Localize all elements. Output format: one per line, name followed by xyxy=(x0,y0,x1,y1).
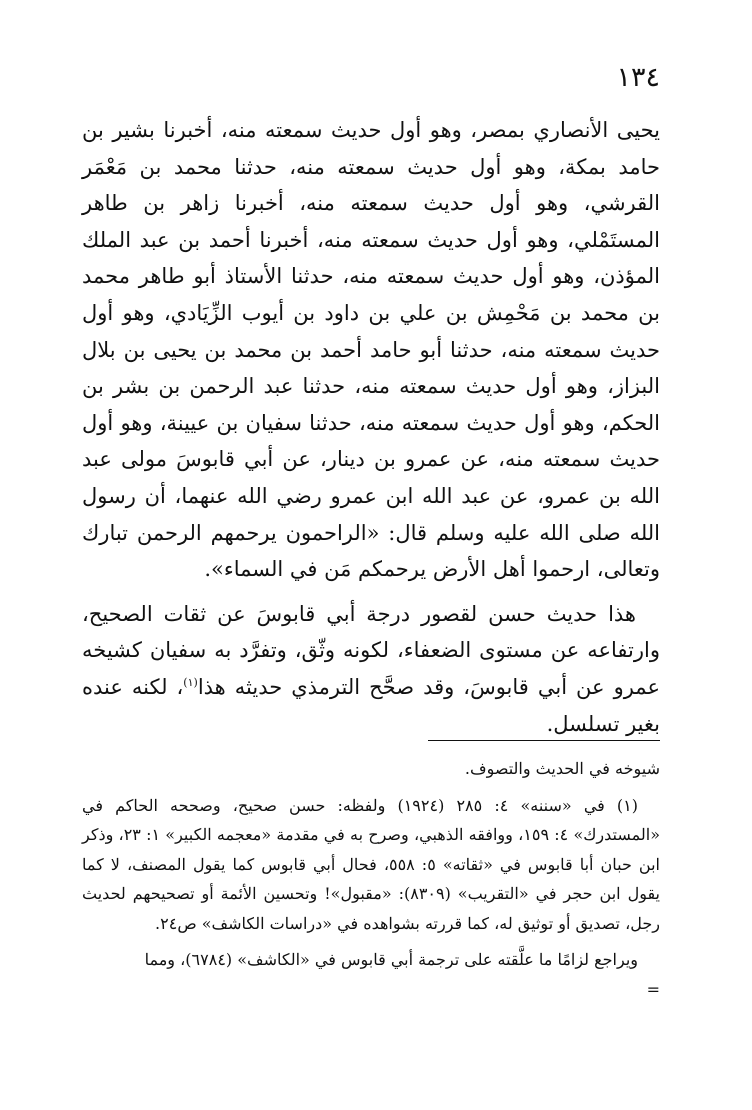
main-text xyxy=(82,112,660,742)
commentary-text: هذا حديث حسن لقصور درجة أبي قابوسَ عن ثقات الصحيح، وارتفاعه عن مستوى الضعفاء، لكونه وثّق، وتفرَّد به سفيان كشيخه عمرو عن أبي قابوسَ، وقد صحَّح الترمذي حديثه هذا xyxy=(82,601,660,699)
footnote-continuation: شيوخه في الحديث والتصوف. xyxy=(464,759,660,778)
footnotes xyxy=(82,754,660,1004)
commentary-text-end: ، لكنه عنده بغير تسلسل. xyxy=(82,674,660,736)
footnote-marker: (١) xyxy=(183,675,198,689)
commentary-paragraph xyxy=(82,596,660,742)
footnote-1: (١) في «سننه» ٤: ٢٨٥ (١٩٢٤) ولفظه: حسن صحيح، وصححه الحاكم في «المستدرك» ٤: ١٥٩، ووافقه الذهبي، وصرح به في مقدمة «معجمه الكبير» ١: ٢٣، وذكر ابن حبان أبا قابوس في «ثقاته» ٥: ٥٥٨، فحال أبي قابوس كما يقول المصنف، لا كما يقول ابن حجر في «التقريب» (٨٣٠٩): «مقبول»! وتحسين الأئمة أو تصحيحهم لحديث رجل، تصديق أو توثيق له، كما قررته بشواهده في «دراسات الكاشف» ص٢٤. xyxy=(82,795,661,933)
footnote-1-continued: ويراجع لزامًا ما علَّقته على ترجمة أبي قابوس في «الكاشف» (٦٧٨٤)، ومما xyxy=(144,950,638,969)
continuation-mark: = xyxy=(646,979,660,999)
page-number: ١٣٤ xyxy=(616,62,660,93)
footnote-separator xyxy=(428,740,660,741)
hadith-chain-paragraph: يحيى الأنصاري بمصر، وهو أول حديث سمعته منه، أخبرنا بشير بن حامد بمكة، وهو أول حديث سمعته منه، حدثنا محمد بن مَعْمَر القرشي، وهو أول حديث سمعته منه، أخبرنا زاهر بن طاهر المستَمْلي، وهو أول حديث سمعته منه، أخبرنا أحمد بن عبد الملك المؤذن، وهو أول حديث سمعته منه، حدثنا الأستاذ أبو طاهر محمد بن محمد بن مَحْمِش بن علي بن داود بن أيوب الزِّيَادي، وهو أول حديث سمعته منه، حدثنا أبو حامد أحمد بن محمد بن يحيى بن بلال البزاز، وهو أول حديث سمعته منه، حدثنا عبد الرحمن بن بشر بن الحكم، وهو أول حديث سمعته منه، حدثنا سفيان بن عيينة، وهو أول حديث سمعته منه، عن عمرو بن دينار، عن أبي قابوسَ مولى عبد الله بن عمرو، عن عبد الله ابن عمرو رضي الله عنهما، أن رسول الله صلى الله عليه وسلم قال: «الراحمون يرحمهم الرحمن تبارك وتعالى، ارحموا أهل الأرض يرحمكم مَن في السماء». xyxy=(82,118,660,582)
